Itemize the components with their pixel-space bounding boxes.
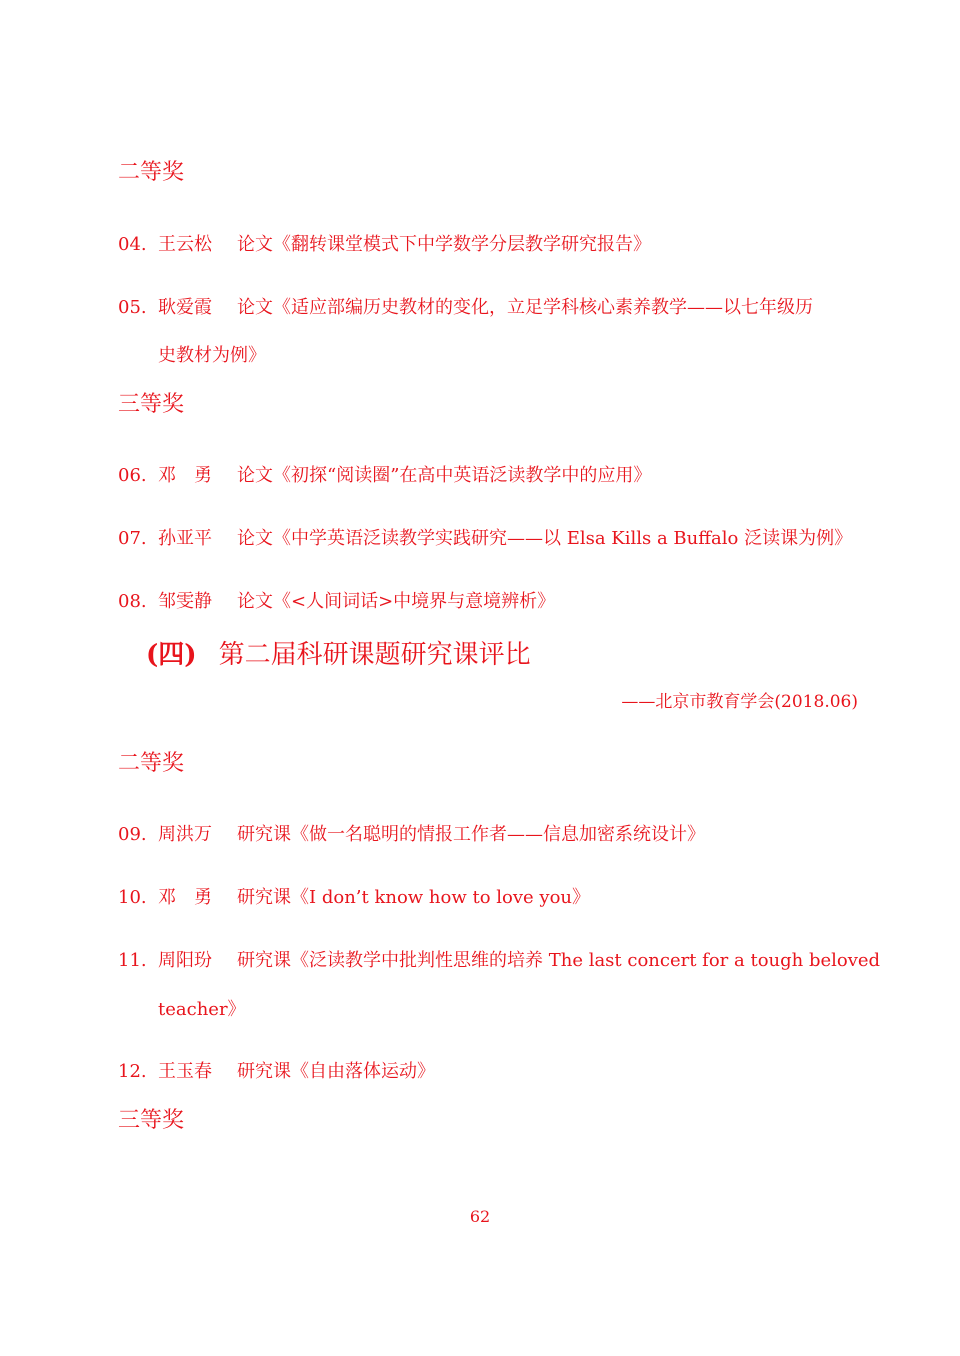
author-name: 王玉春 — [158, 1061, 212, 1082]
section-title-text: 第二届科研课题研究课评比 — [218, 640, 531, 670]
list-item — [118, 589, 860, 615]
entry-type: 论文 — [237, 528, 273, 549]
entry-type: 研究课 — [237, 887, 291, 908]
entry-number: 04. — [118, 234, 147, 255]
list-item — [118, 822, 860, 848]
list-item — [118, 1059, 860, 1085]
award-heading-second-prize: 二等奖 — [118, 160, 185, 185]
entry-number: 12. — [118, 1061, 147, 1082]
entry-title: 《自由落体运动》 — [291, 1061, 435, 1082]
entry-title: 《泛读教学中批判性思维的培养 The last concert for a tough beloved — [291, 950, 881, 971]
page-number: 62 — [469, 1207, 491, 1226]
award-heading-second-prize: 二等奖 — [118, 751, 185, 776]
list-item — [118, 463, 860, 489]
entry-type: 研究课 — [237, 950, 291, 971]
entry-type: 论文 — [237, 591, 273, 612]
entry-number: 06. — [118, 465, 147, 486]
list-item — [118, 885, 860, 911]
list-item — [118, 948, 881, 974]
author-name: 周洪万 — [158, 824, 212, 845]
entry-title: 《翻转课堂模式下中学数学分层教学研究报告》 — [273, 234, 651, 255]
author-name: 耿爱霞 — [158, 297, 212, 318]
entry-number: 11. — [118, 950, 147, 971]
author-name: 邓 勇 — [158, 887, 212, 908]
author-name: 邓 勇 — [158, 465, 212, 486]
entry-type: 论文 — [237, 297, 273, 318]
section-title — [146, 638, 531, 672]
list-item — [118, 526, 860, 552]
author-name: 周阳玢 — [158, 950, 212, 971]
entry-number: 07. — [118, 528, 147, 549]
list-item — [118, 295, 860, 321]
entry-title-continuation: 史教材为例》 — [158, 345, 266, 366]
entry-title-continuation: teacher》 — [158, 999, 246, 1020]
entry-title: 《适应部编历史教材的变化，立足学科核心素养教学——以七年级历 — [273, 297, 813, 318]
author-name: 邹雯静 — [158, 591, 212, 612]
author-name: 孙亚平 — [158, 528, 212, 549]
award-heading-third-prize: 三等奖 — [118, 392, 185, 417]
entry-number: 10. — [118, 887, 147, 908]
section-number: (四) — [146, 640, 197, 670]
entry-type: 研究课 — [237, 1061, 291, 1082]
author-name: 王云松 — [158, 234, 212, 255]
entry-title: 《<人间词话>中境界与意境辨析》 — [273, 591, 556, 612]
entry-type: 论文 — [237, 234, 273, 255]
entry-type: 研究课 — [237, 824, 291, 845]
entry-number: 09. — [118, 824, 147, 845]
entry-title: 《中学英语泛读教学实践研究——以 Elsa Kills a Buffalo 泛读课为例》 — [273, 528, 853, 549]
list-item — [118, 232, 860, 258]
entry-number: 08. — [118, 591, 147, 612]
award-heading-third-prize: 三等奖 — [118, 1108, 185, 1133]
entry-title: 《初探“阅读圈”在高中英语泛读教学中的应用》 — [273, 465, 652, 486]
entry-type: 论文 — [237, 465, 273, 486]
section-source: ——北京市教育学会(2018.06) — [621, 692, 858, 712]
entry-title: 《I don’t know how to love you》 — [291, 887, 591, 908]
entry-title: 《做一名聪明的情报工作者——信息加密系统设计》 — [291, 824, 705, 845]
entry-number: 05. — [118, 297, 147, 318]
